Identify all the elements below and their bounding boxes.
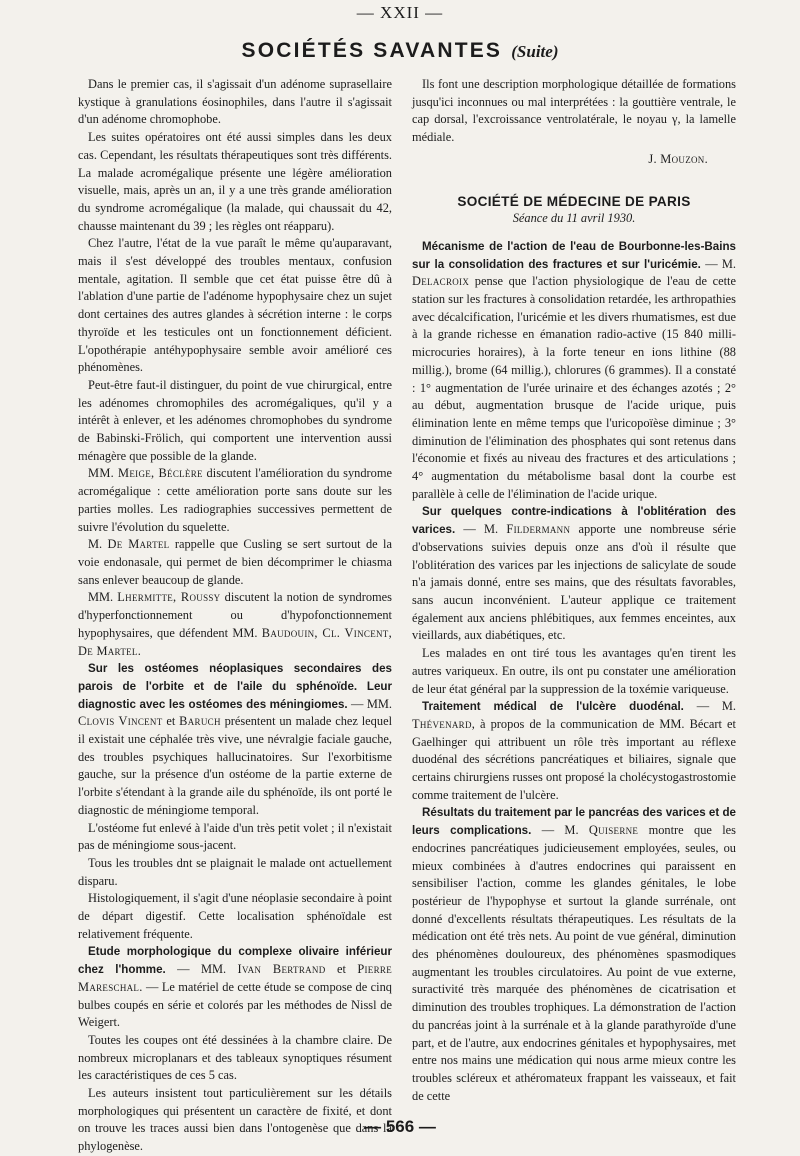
prefix: M. [88, 537, 108, 552]
dash: — MM. [347, 696, 392, 711]
communication-heading: Sur quelques contre-indications à l'oblitération des varices. [412, 505, 736, 537]
paragraph: Dans le premier cas, il s'agissait d'un adénome suprasellaire kystique à granulations éosinophiles, dans l'autre il s'agissait d'un adénome chromophobe. [78, 77, 392, 127]
paragraph-text: , à propos de la communication de MM. Bécart et Gaelhinger qui attribuent un rôle très important au réflexe duodénal des sécrétions pancréatiques et biliaires, signale que certains chirurgiens russes ont proposé la cholécystogastrostomie comme traitement de l'ulcère. [412, 716, 736, 802]
paragraph: L'ostéome fut enlevé à l'aide d'un très petit volet ; il n'existait pas de méningiome sous-jacent. [78, 820, 392, 853]
paragraph: Les malades en ont tiré tous les avantages qu'en tirent les autres variqueux. En outre, ils ont pu constater une amélioration de leur état général par la suppression de la toxémie variqueuse. [412, 646, 736, 696]
conjunction: et [325, 962, 358, 977]
communication [412, 503, 736, 645]
society-heading: SOCIÉTÉ DE MÉDECINE DE PARIS [457, 193, 691, 209]
dash: — MM. [165, 962, 238, 977]
communication [78, 943, 392, 1032]
paragraph-text: discutent la notion de syndromes d'hyperfonctionnement ou d'hypofonctionnement hypophysaires, que défendent MM. [78, 590, 393, 640]
paragraph: Peut-être faut-il distinguer, du point de vue chirurgical, entre les adénomes chromophiles des acromégaliques, qu'il y a intérêt à enlever, et les adénomes chromophobes du syndrome de Babinski-Frölich, qui comportent une intervention aussi ménagère que possible de la glande. [78, 377, 392, 463]
paragraph: Chez l'autre, l'état de la vue paraît le même qu'auparavant, mais il s'est développé des troubles mentaux, confusion mentale, agitation. Il semble que cet état puisse être dû à l'ablation d'une partie de l'adénome hypophysaire chez un sujet dont certaines des autres glandes à sécrétion interne : le corps thyroïde et les testicules ont un fonctionnement déficient. L'opothérapie antéhypophysaire semble avoir amélioré ces phénomènes. [78, 236, 392, 375]
author-names: Lhermitte, Roussy [117, 590, 221, 605]
paragraph: Les suites opératoires ont été aussi simples dans les deux cas. Cependant, les résultats thérapeutiques sont très différents. La malade acromégalique présente une légère amélioration visuelle, mais, après un an, il y a une très grande amélioration du syndrome acromégalique (la malade, qui chaussait du 42, chausse maintenant du 39 ; les règles ont réapparu). [78, 130, 392, 233]
author-name: Delacroix [412, 274, 470, 289]
paragraph: Histologiquement, il s'agit d'une néoplasie secondaire à point de départ digestif. Cette localisation sphénoïdale est relativement fréquente. [78, 891, 392, 941]
section-title-suite: (Suite) [511, 42, 559, 61]
dash: — M. [531, 823, 589, 838]
communication-heading: Etude morphologique du complexe olivaire inférieur chez l'homme. [78, 945, 392, 977]
conjunction: et [162, 714, 180, 729]
left-column [78, 76, 393, 1154]
author-names: MM. Meige, Béclère [88, 466, 203, 481]
paragraph: Toutes les coupes ont été dessinées à la chambre claire. De nombreux microplanars et des tableaux synoptiques résument les caractéristiques de ces 5 cas. [78, 1032, 392, 1083]
author-name: Pierre Mareschal. [78, 962, 393, 994]
author-name: Fildermann [506, 522, 571, 537]
paragraph-text: pense que l'action physiologique de l'eau de cette station sur les fractures à consolidation retardée, les arthropathies avec décalcification, l'uricémie et les divers rhumatismes, est due à la grande richesse en émanation radio-active (15 840 milli-microcuries horaires), à la forte teneur en ions lithine (88 millig.), brome (64 millig.), chlorures (6 grammes). Il a constaté : 1° augmentation de l'urée urinaire et des échanges azotés ; 2° au début, augmentation brusque de l'acide urique, puis élimination lente en même temps que l'uricopoïèse diminue ; 3° diminution de l'élimination des phosphates qui sont retenus dans l'économie et fixés au niveau des fractures et des articulations ; 4° augmentation du métabolisme basal dont la courbe est parallèle à celle de l'élimination de l'acide urique. [412, 274, 736, 501]
paragraph [78, 536, 392, 589]
author-name: Baruch [179, 714, 221, 729]
section-title-main: SOCIÉTÉS SAVANTES [241, 39, 503, 62]
communication-heading: Traitement médical de l'ulcère duodénal. [422, 700, 684, 714]
author-name: De Martel [107, 537, 170, 552]
dash: — M. [683, 699, 737, 714]
paragraph-text: montre que les endocrines pancréatiques judicieusement employées, seules, ou mieux combinées à d'autres endocrines qui paraissent en sensibiliser l'action, comme les glandes génitales, le lobe postérieur de l'hypophyse et surtout la glande surrénale, ont donné d'excellents résultats thérapeutiques. Les résultats de la médication ont été très nets. Au point de vue général, diminution des phénomènes douloureux, des phénomènes spasmodiques augmentant les troubles circulatoires. Au point de vue externe, suractivité très marquée des phénomènes de cicatrisation et diminution des troubles trophiques. La démonstration de l'action du pancréas joint à la surrénale et à la glande parathyroïde d'une part, et de l'autre, aux endocrines génitales et hypophysaires, met entre nos mains une médication qui nous arme mieux contre les troubles scléreux et athéromateux frappant les vaisseaux, et fait de cette [412, 823, 736, 1103]
paragraph-text: présentent un malade chez lequel il existait une céphalée très vive, une névralgie faciale gauche, des troubles psychiques hallucinatoires. Sur l'exorbitisme gauche, sur la présence d'un ostéome de la partie externe de l'orbite s'étendant à la grande aile du sphénoïde, ils ont porté le diagnostic de méningiome temporal. [78, 714, 393, 817]
author-name: Clovis Vincent [78, 714, 163, 729]
right-column [412, 76, 737, 1103]
session-date: Séance du 11 avril 1930. [512, 211, 636, 226]
paragraph: Tous les troubles dnt se plaignait le malade ont actuellement disparu. [78, 855, 392, 888]
author-signature: J. Mouzon. [648, 151, 708, 166]
communication [412, 238, 736, 504]
paragraph-text: rappelle que Cusling se sert surtout de la voie endonasale, qui permet de bien décomprimer le chiasma sans enlever beaucoup de glande. [78, 537, 392, 587]
communication-heading: Résultats du traitement par le pancréas des varices et de leurs complications. [412, 806, 736, 838]
communication-heading: Mécanisme de l'action de l'eau de Bourbonne-les-Bains sur la consolidation des fractures et sur l'uricémie. [412, 239, 736, 271]
dash: — M. [455, 522, 507, 537]
prefix: MM. [88, 590, 118, 605]
paragraph-text: — Le matériel de cette étude se compose de cinq bulbes coupés en série et colorés par les méthodes de Nissl de Weigert. [78, 979, 392, 1030]
communication [78, 660, 392, 819]
paragraph-text: apporte une nombreuse série d'observations suivies depuis onze ans d'où il résulte que l'oblitération des varices par les injections de salicylate de soude n'a jamais donné, entre ses mains, que des résultats favorables, sans aucun inconvénient. L'auteur applique ce traitement également aux anciens phlébitiques, aux femmes enceintes, aux vieillards, aux diabétiques, etc. [412, 522, 736, 643]
paragraph [78, 465, 392, 536]
paragraph [78, 589, 392, 660]
author-name: Quiserne [588, 823, 639, 838]
paragraph-text: discutent l'amélioration du syndrome acromégalique : cette amélioration porte sans doute sur les parties molles. Les radiographies successives permettent de suivre l'évolution du squelette. [78, 466, 392, 534]
communication [412, 804, 736, 1105]
dash: — M. [700, 256, 737, 271]
page-number: — 566 — [364, 1117, 436, 1137]
paragraph: Ils font une description morphologique détaillée de formations jusqu'ici inconnues ou mal interprétées : la gouttière ventrale, le cap dorsal, l'excroissance ventrolatérale, le noyau γ, la lamelle médiale. [412, 77, 736, 145]
paragraph: Les auteurs insistent tout particulièrement sur les détails morphologiques qui présentent un caractère de fixité, et dont on trouve les traces aussi bien dans l'ontogenèse que dans la phylogenèse. [78, 1086, 392, 1154]
author-names: Baudouin, Cl. Vincent, De Martel. [78, 625, 392, 658]
roman-folio: — XXII — [356, 3, 444, 22]
communication [412, 698, 736, 804]
section-title [0, 39, 800, 63]
author-name: Thévenard [412, 716, 472, 731]
author-name: Ivan Bertrand [237, 962, 326, 977]
communication-heading: Sur les ostéomes néoplasiques secondaires des parois de l'orbite et de l'aile du sphénoïde. Leur diagnostic avec les ostéomes des méningiomes. [78, 662, 392, 711]
